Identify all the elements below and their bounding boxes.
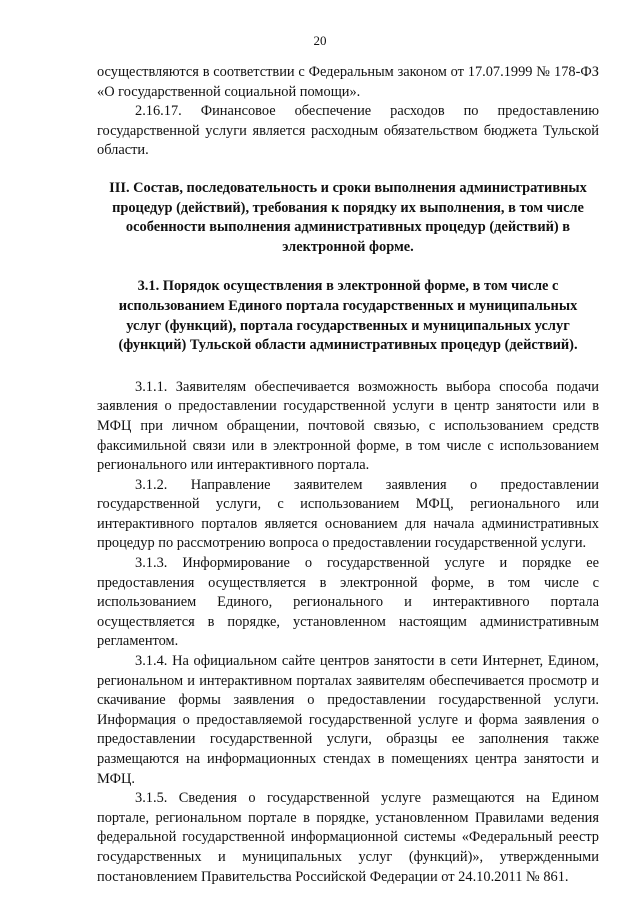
paragraph-continuation: осуществляются в соответствии с Федеральным законом от 17.07.1999 № 178-ФЗ «О государственной социальной помощи». xyxy=(97,64,599,100)
paragraph-3-1-1: 3.1.1. Заявителям обеспечивается возможность выбора способа подачи заявления о предоставлении государственной услуги в центр занятости или в МФЦ при личном обращении, почтовой связью, с использованием средств факсимильной связи или в электронной форме, в том числе с использованием регионального или интерактивного портала. xyxy=(97,378,599,474)
section-heading: III. Состав, последовательность и сроки выполнения административных процедур (действий), требования к порядку их выполнения, в том числе особенности выполнения административных процедур (действий) в электронной форме. xyxy=(109,179,587,255)
paragraph-2-16-17: 2.16.17. Финансовое обеспечение расходов по предоставлению государственной услуги является расходным обязательством бюджета Тульской области. xyxy=(97,103,599,159)
paragraph-3-1-4: 3.1.4. На официальном сайте центров занятости в сети Интернет, Едином, региональном и интерактивном порталах заявителям обеспечивается просмотр и скачивание формы заявления о предоставлении государственной услуги. Информация о предоставляемой государственной услуге и форма заявления о предоставлении государственной услуги, образцы ее заполнения также размещаются на информационных стендах в помещениях центра занятости и МФЦ. xyxy=(97,653,599,787)
document-body xyxy=(97,63,599,887)
paragraph-3-1-3: 3.1.3. Информирование о государственной услуге и порядке ее предоставления осуществляется в электронной форме, в том числе с использованием Единого, регионального и интерактивного портала осуществляется в порядке, установленном настоящим административным регламентом. xyxy=(97,555,599,650)
paragraph-3-1-2: 3.1.2. Направление заявителем заявления о предоставлении государственной услуги, с использованием МФЦ, регионального или интерактивного порталов является основанием для начала административных процедур по рассмотрению вопроса о предоставлении государственной услуги. xyxy=(97,476,599,552)
subsection-heading: 3.1. Порядок осуществления в электронной форме, в том числе с использованием Единого портала государственных и муниципальных услуг (функций), портала государственных и муниципальных услуг (функций) Тульской области административных процедур (действий). xyxy=(118,278,578,354)
paragraph-3-1-5: 3.1.5. Сведения о государственной услуге размещаются на Едином портале, региональном портале в порядке, установленном Правилами ведения федеральной государственной информационной системы «Федеральный реестр государственных и муниципальных услуг (функций)», утвержденными постановлением Правительства Российской Федерации от 24.10.2011 № 861. xyxy=(97,790,599,885)
page-number: 20 xyxy=(313,33,327,48)
